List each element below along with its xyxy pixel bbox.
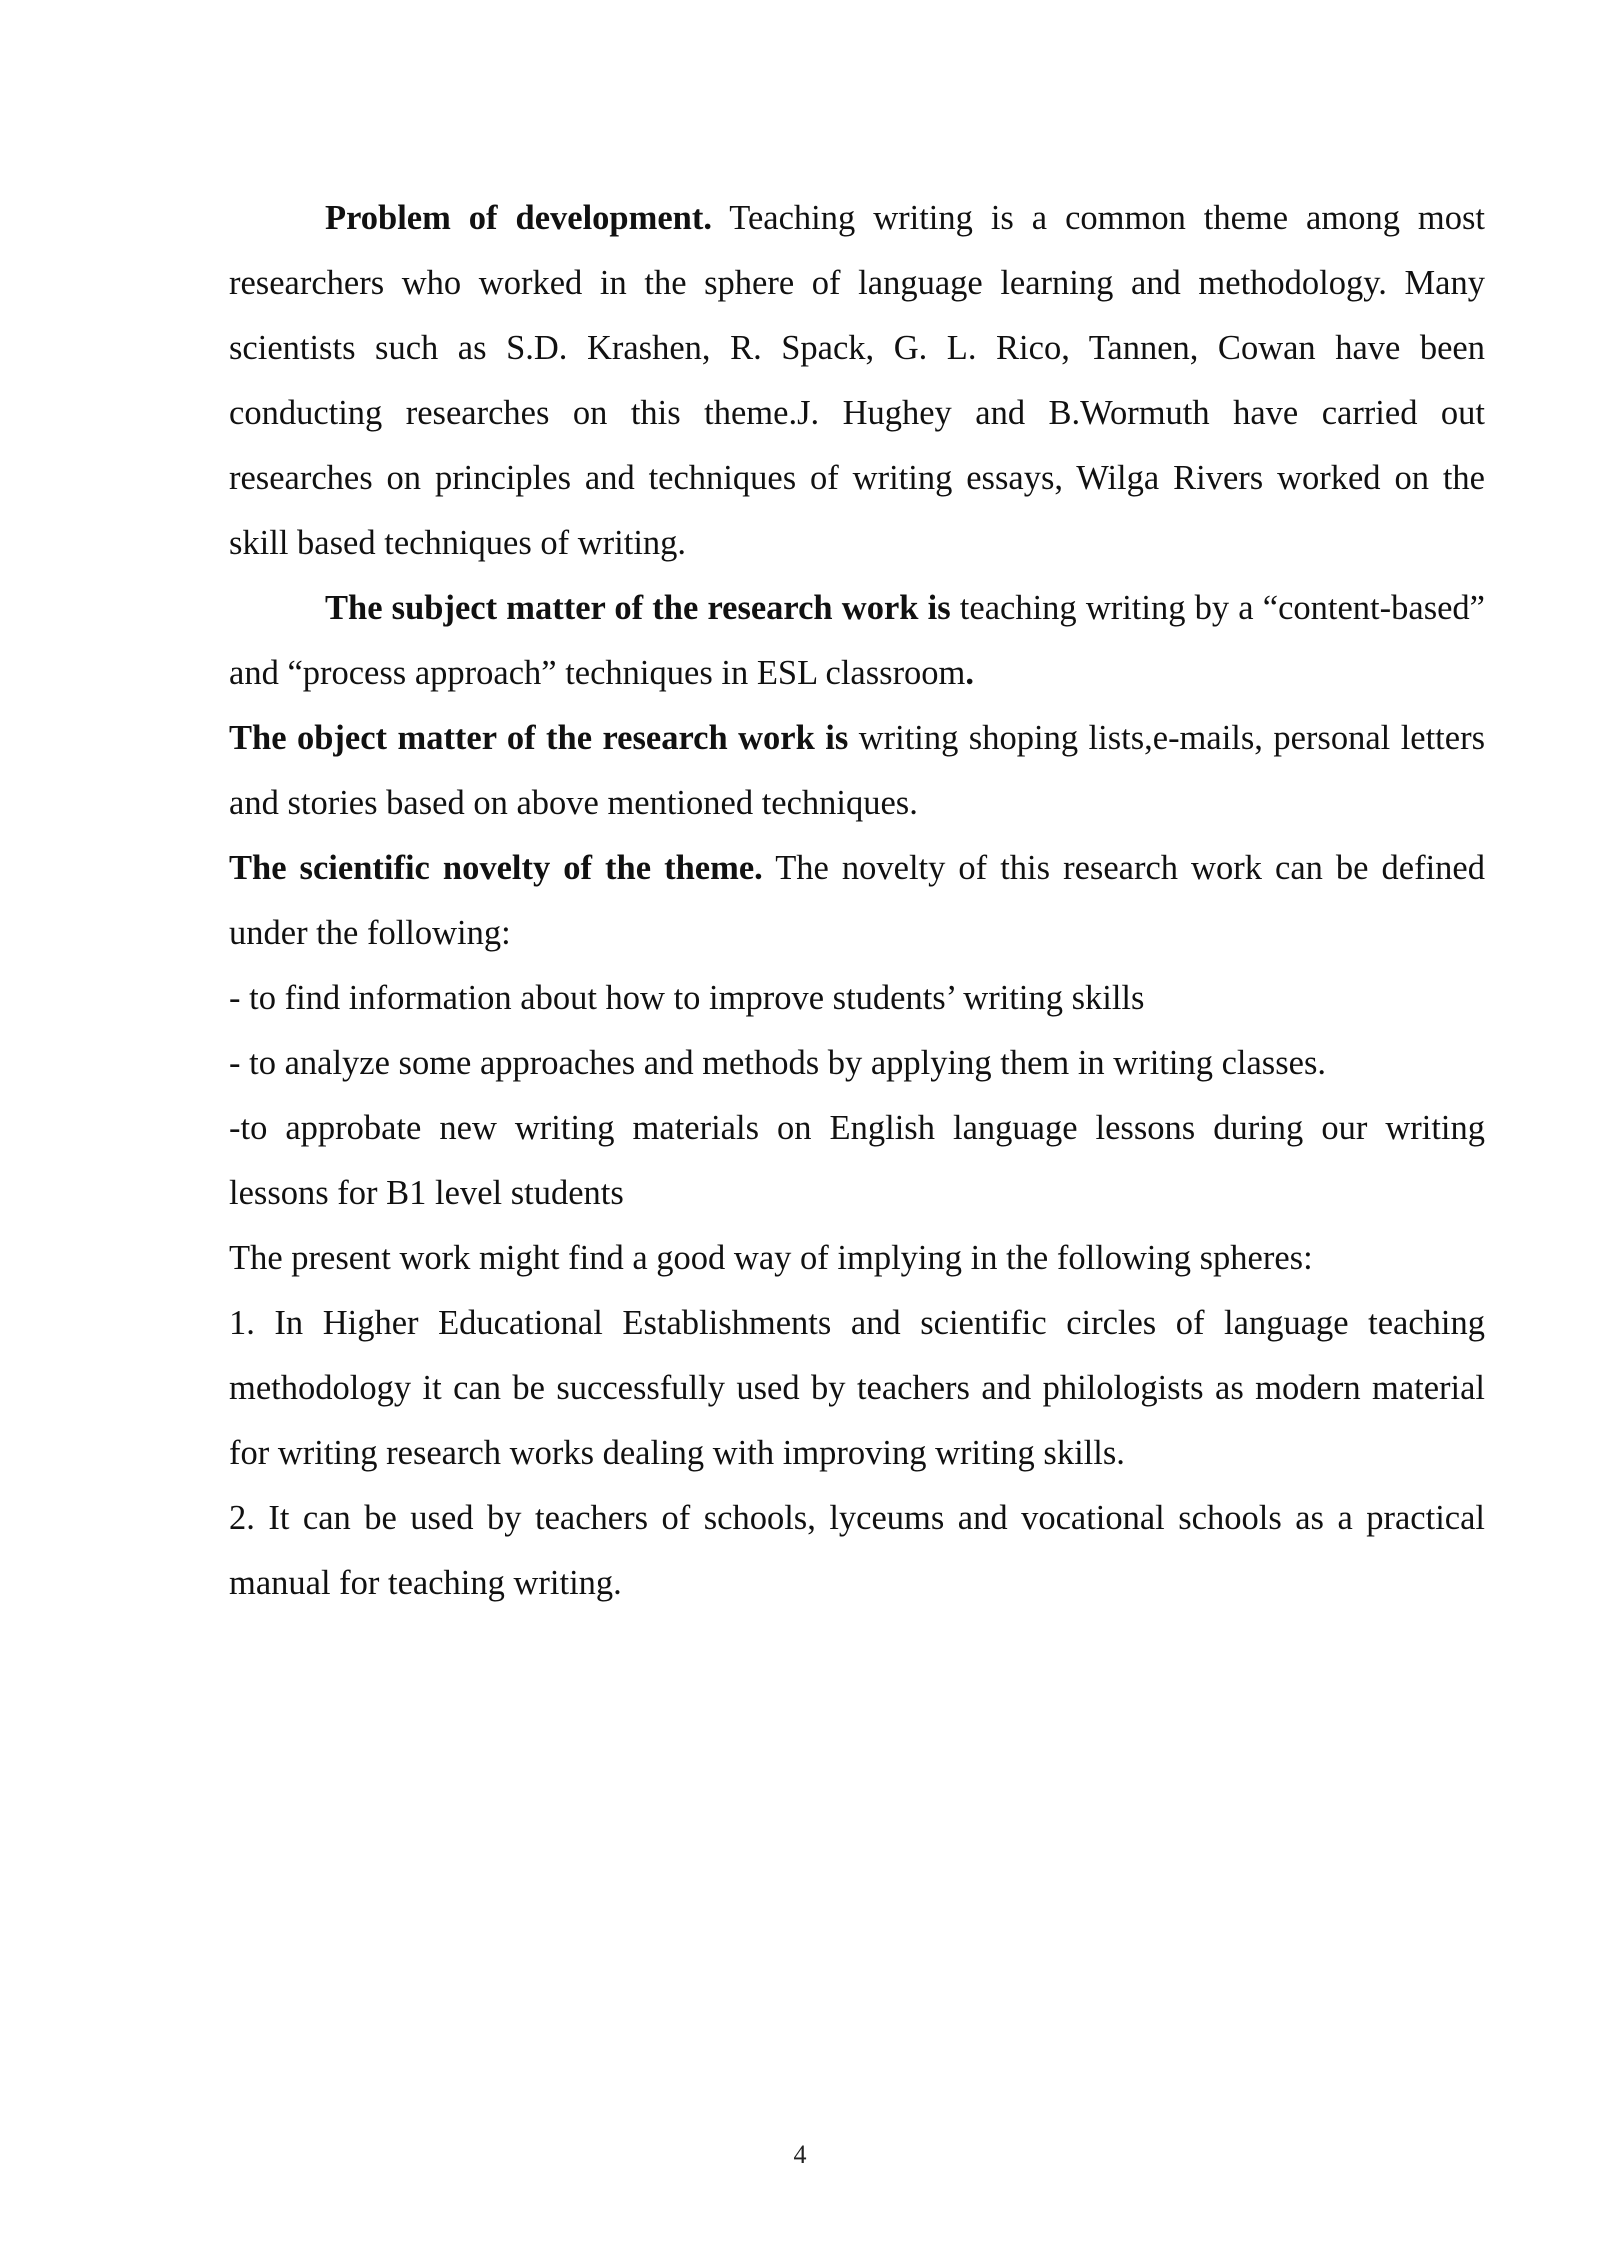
paragraph-problem-of-development — [229, 186, 1485, 576]
list-item-text: - to find information about how to improve students’ writing skills — [229, 979, 1145, 1017]
page-number: 4 — [793, 2140, 807, 2169]
heading-scientific-novelty: The scientific novelty of the theme. — [229, 849, 763, 887]
paragraph-text: teaching writing by a “content-based” and “process approach” techniques in ESL classroom — [229, 589, 1485, 692]
heading-problem-of-development: Problem of development. — [325, 199, 712, 237]
paragraph-text: The present work might find a good way of implying in the following spheres: — [229, 1239, 1313, 1277]
heading-object-matter: The object matter of the research work is — [229, 719, 849, 757]
sphere-item-2 — [229, 1486, 1485, 1616]
heading-subject-matter: The subject matter of the research work is — [325, 589, 951, 627]
list-item-text: -to approbate new writing materials on English language lessons during our writing lessons for B1 level students — [229, 1109, 1485, 1212]
novelty-item-2 — [229, 1031, 1485, 1096]
list-item-text: 2. It can be used by teachers of schools, lyceums and vocational schools as a practical manual for teaching writing. — [229, 1499, 1485, 1602]
paragraph-spheres-intro — [229, 1226, 1485, 1291]
body-text — [229, 186, 1485, 1616]
bold-period: . — [965, 654, 975, 692]
paragraph-text: writing shoping lists,e-mails, personal letters and stories based on above mentioned techniques. — [229, 719, 1485, 822]
sphere-item-1 — [229, 1291, 1485, 1486]
paragraph-subject-matter — [229, 576, 1485, 706]
list-item-text: - to analyze some approaches and methods by applying them in writing classes. — [229, 1044, 1327, 1082]
paragraph-text: The novelty of this research work can be defined under the following: — [229, 849, 1485, 952]
paragraph-scientific-novelty — [229, 836, 1485, 966]
paragraph-object-matter — [229, 706, 1485, 836]
list-item-text: 1. In Higher Educational Establishments and scientific circles of language teaching methodology it can be successfully used by teachers and philologists as modern material for writing research works dealing with improving writing skills. — [229, 1304, 1485, 1472]
novelty-item-1 — [229, 966, 1485, 1031]
novelty-item-3 — [229, 1096, 1485, 1226]
paragraph-text: Teaching writing is a common theme among most researchers who worked in the sphere of language learning and methodology. Many scientists such as S.D. Krashen, R. Spack, G. L. Rico, Tannen, Cowan have been conducting researches on this theme.J. Hughey and B.Wormuth have carried out researches on principles and techniques of writing essays, Wilga Rivers worked on the skill based techniques of writing. — [229, 199, 1485, 562]
